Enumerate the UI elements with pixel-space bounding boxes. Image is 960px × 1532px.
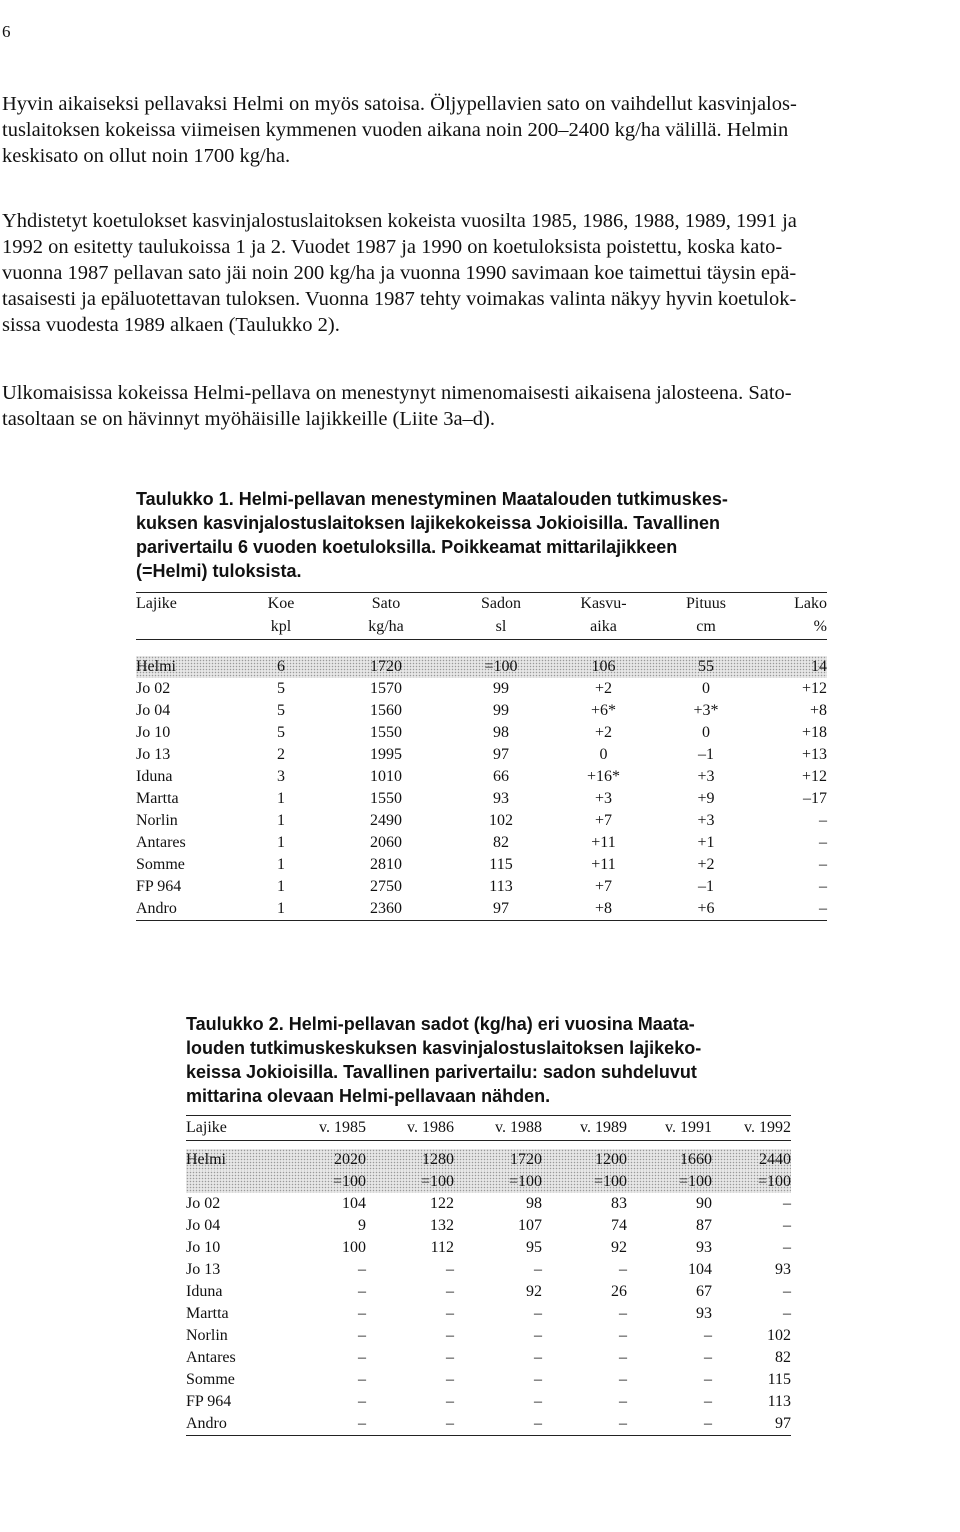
table-row bbox=[186, 1193, 791, 1215]
table-row bbox=[136, 700, 827, 722]
cell: +1 bbox=[697, 834, 715, 851]
cell: 2360 bbox=[326, 898, 446, 921]
table2-caption bbox=[186, 1012, 701, 1108]
cell: 97 bbox=[712, 1413, 791, 1436]
cell: 0 bbox=[702, 680, 710, 697]
cell: – bbox=[619, 1349, 627, 1366]
cell: Jo 10 bbox=[136, 724, 171, 741]
cell: – bbox=[619, 1261, 627, 1278]
text-line: Yhdistetyt koetulokset kasvinjalostuslaitoksen kokeista vuosilta 1985, 1986, 1988, 1989, 1991 ja bbox=[2, 210, 797, 232]
cell: 98 bbox=[526, 1195, 542, 1212]
table-row bbox=[136, 898, 827, 921]
cell: 132 bbox=[430, 1217, 454, 1234]
table-row bbox=[186, 1347, 791, 1369]
cell: 102 bbox=[489, 812, 513, 829]
caption-line: keissa Jokioisilla. Tavallinen parivertailu: sadon suhdeluvut bbox=[186, 1062, 697, 1082]
cell: 1995 bbox=[370, 746, 402, 763]
cell: 115 bbox=[489, 856, 513, 873]
caption-line: mittarina olevaan Helmi-pellavaan nähden. bbox=[186, 1086, 551, 1106]
cell: 93 bbox=[696, 1305, 712, 1322]
cell: Andro bbox=[136, 898, 236, 921]
cell: +2 bbox=[594, 680, 613, 697]
header-cell: Sato bbox=[326, 593, 446, 616]
cell: – bbox=[446, 1305, 454, 1322]
cell: – bbox=[446, 1371, 454, 1388]
text-line: Ulkomaisissa kokeissa Helmi-pellava on menestynyt nimenomaisesti aikaisena jalosteena. Sato- bbox=[2, 382, 792, 404]
cell: =100 bbox=[420, 1173, 454, 1190]
cell: +6 bbox=[651, 898, 761, 921]
cell: +7 bbox=[594, 878, 613, 895]
header-cell: Lajike bbox=[186, 1116, 281, 1141]
table-row bbox=[186, 1369, 791, 1391]
cell: 97 bbox=[446, 898, 556, 921]
table2-header-row bbox=[186, 1116, 791, 1141]
text-line: tuslaitoksen kokeissa viimeisen kymmenen vuoden aikana noin 200–2400 kg/ha välillä. Helmin bbox=[2, 119, 789, 141]
cell: +12 bbox=[801, 680, 827, 697]
table1-header-row bbox=[136, 615, 827, 640]
caption-line: louden tutkimuskeskuksen kasvinjalostuslaitoksen lajikeko- bbox=[186, 1038, 702, 1058]
cell: 92 bbox=[526, 1283, 542, 1300]
table1-caption bbox=[136, 487, 728, 583]
table-row bbox=[136, 744, 827, 766]
header-cell: v. 1992 bbox=[712, 1116, 791, 1141]
cell: FP 964 bbox=[136, 878, 182, 895]
cell: 66 bbox=[493, 768, 509, 785]
cell: Jo 10 bbox=[186, 1239, 221, 1256]
table-row bbox=[186, 1281, 791, 1303]
cell: 5 bbox=[277, 724, 285, 741]
table-row bbox=[186, 1171, 791, 1193]
cell: 2810 bbox=[370, 856, 402, 873]
table-row bbox=[186, 1149, 791, 1171]
cell: Antares bbox=[186, 1349, 236, 1366]
cell: =100 bbox=[508, 1173, 542, 1190]
cell: 82 bbox=[493, 834, 509, 851]
header-cell: cm bbox=[651, 615, 761, 640]
header-cell: kg/ha bbox=[326, 615, 446, 640]
cell: 1550 bbox=[370, 724, 402, 741]
cell: – bbox=[446, 1327, 454, 1344]
table-row bbox=[136, 876, 827, 898]
cell: +18 bbox=[801, 724, 827, 741]
cell: 87 bbox=[696, 1217, 712, 1234]
cell: – bbox=[761, 898, 827, 921]
cell: 100 bbox=[342, 1239, 366, 1256]
cell: Jo 13 bbox=[186, 1261, 221, 1278]
cell: – bbox=[627, 1413, 712, 1436]
cell: – bbox=[534, 1305, 542, 1322]
header-cell: v. 1988 bbox=[454, 1116, 542, 1141]
cell: 92 bbox=[611, 1239, 627, 1256]
cell: 6 bbox=[277, 658, 285, 675]
cell: – bbox=[704, 1327, 712, 1344]
cell: 1 bbox=[236, 898, 326, 921]
cell: – bbox=[783, 1195, 791, 1212]
caption-line: Taulukko 1. Helmi-pellavan menestyminen Maatalouden tutkimuskes- bbox=[136, 489, 728, 509]
cell: Jo 02 bbox=[136, 680, 171, 697]
cell: 2020 bbox=[334, 1151, 366, 1168]
paragraph-yield bbox=[2, 91, 958, 169]
cell: 2490 bbox=[370, 812, 402, 829]
header-cell: v. 1989 bbox=[542, 1116, 627, 1141]
cell: 26 bbox=[611, 1283, 627, 1300]
table-row bbox=[136, 678, 827, 700]
caption-line: parivertailu 6 vuoden koetuloksilla. Poikkeamat mittarilajikkeen bbox=[136, 537, 678, 557]
table1-header-row bbox=[136, 593, 827, 616]
cell: +3 bbox=[697, 768, 715, 785]
header-cell: Koe bbox=[236, 593, 326, 616]
caption-line: (=Helmi) tuloksista. bbox=[136, 561, 302, 581]
cell: – bbox=[619, 1371, 627, 1388]
cell: – bbox=[358, 1371, 366, 1388]
table-row bbox=[136, 832, 827, 854]
cell: +3 bbox=[594, 790, 613, 807]
cell: 93 bbox=[696, 1239, 712, 1256]
header-cell bbox=[136, 615, 236, 640]
cell: 98 bbox=[493, 724, 509, 741]
header-cell: Sadon bbox=[446, 593, 556, 616]
header-cell: % bbox=[761, 615, 827, 640]
cell: Somme bbox=[136, 856, 185, 873]
cell: – bbox=[358, 1327, 366, 1344]
cell: +9 bbox=[697, 790, 715, 807]
cell: 99 bbox=[493, 680, 509, 697]
cell: 104 bbox=[342, 1195, 366, 1212]
table-row bbox=[186, 1391, 791, 1413]
cell: 74 bbox=[611, 1217, 627, 1234]
header-cell: sl bbox=[446, 615, 556, 640]
cell: 2750 bbox=[370, 878, 402, 895]
cell: – bbox=[704, 1371, 712, 1388]
cell: +11 bbox=[591, 834, 616, 851]
cell: Andro bbox=[186, 1413, 281, 1436]
cell: +8 bbox=[556, 898, 651, 921]
cell: – bbox=[783, 1283, 791, 1300]
cell: 1 bbox=[277, 834, 285, 851]
cell: – bbox=[446, 1283, 454, 1300]
text-line: keskisato on ollut noin 1700 kg/ha. bbox=[2, 145, 291, 167]
caption-line: kuksen kasvinjalostuslaitoksen lajikekokeissa Jokioisilla. Tavallinen bbox=[136, 513, 720, 533]
cell: 1570 bbox=[370, 680, 402, 697]
caption-line: Taulukko 2. Helmi-pellavan sadot (kg/ha) eri vuosina Maata- bbox=[186, 1014, 695, 1034]
cell: 113 bbox=[489, 878, 513, 895]
cell: Helmi bbox=[186, 1151, 226, 1168]
cell: 67 bbox=[696, 1283, 712, 1300]
cell: – bbox=[454, 1413, 542, 1436]
cell: 104 bbox=[688, 1261, 712, 1278]
cell: =100 bbox=[484, 658, 518, 675]
cell: 1 bbox=[277, 878, 285, 895]
cell: Jo 02 bbox=[186, 1195, 221, 1212]
cell: +7 bbox=[594, 812, 613, 829]
cell: – bbox=[619, 1393, 627, 1410]
table-row bbox=[136, 766, 827, 788]
cell: –1 bbox=[698, 878, 714, 895]
header-cell: Lako bbox=[761, 593, 827, 616]
cell: 82 bbox=[775, 1349, 791, 1366]
cell: – bbox=[358, 1349, 366, 1366]
header-cell: Kasvu- bbox=[556, 593, 651, 616]
cell: 14 bbox=[811, 658, 827, 675]
cell: – bbox=[534, 1349, 542, 1366]
text-line: sissa vuodesta 1989 alkaen (Taulukko 2). bbox=[2, 314, 340, 336]
cell: – bbox=[446, 1349, 454, 1366]
cell: – bbox=[704, 1393, 712, 1410]
table-row bbox=[186, 1413, 791, 1436]
table-row bbox=[186, 1303, 791, 1325]
cell: =100 bbox=[757, 1173, 791, 1190]
cell: – bbox=[819, 834, 827, 851]
header-cell: kpl bbox=[236, 615, 326, 640]
cell bbox=[186, 1171, 281, 1193]
table-row bbox=[186, 1237, 791, 1259]
cell: Iduna bbox=[136, 768, 173, 785]
cell: +11 bbox=[591, 856, 616, 873]
cell: +2 bbox=[594, 724, 613, 741]
table-row bbox=[136, 656, 827, 678]
cell: +16* bbox=[586, 768, 621, 785]
cell: – bbox=[704, 1349, 712, 1366]
cell: 97 bbox=[493, 746, 509, 763]
page-number: 6 bbox=[2, 22, 11, 41]
cell: 1 bbox=[277, 790, 285, 807]
cell: 0 bbox=[702, 724, 710, 741]
table-row bbox=[136, 810, 827, 832]
cell: 2060 bbox=[370, 834, 402, 851]
cell: Iduna bbox=[186, 1283, 223, 1300]
header-cell: v. 1985 bbox=[281, 1116, 366, 1141]
cell: 83 bbox=[611, 1195, 627, 1212]
header-cell: Lajike bbox=[136, 593, 236, 616]
table-row bbox=[136, 854, 827, 876]
table2 bbox=[186, 1115, 791, 1436]
table-row bbox=[186, 1325, 791, 1347]
cell: – bbox=[358, 1261, 366, 1278]
cell: 5 bbox=[277, 702, 285, 719]
cell: =100 bbox=[593, 1173, 627, 1190]
cell: 99 bbox=[493, 702, 509, 719]
cell: – bbox=[358, 1283, 366, 1300]
cell: 112 bbox=[430, 1239, 454, 1256]
cell: – bbox=[534, 1393, 542, 1410]
cell: Helmi bbox=[136, 658, 176, 675]
cell: 113 bbox=[767, 1393, 791, 1410]
cell: – bbox=[446, 1393, 454, 1410]
cell: – bbox=[542, 1413, 627, 1436]
cell: Jo 04 bbox=[186, 1217, 221, 1234]
cell: 93 bbox=[493, 790, 509, 807]
cell: 1280 bbox=[422, 1151, 454, 1168]
table-row bbox=[136, 788, 827, 810]
cell: – bbox=[446, 1261, 454, 1278]
table-row bbox=[136, 722, 827, 744]
table-row bbox=[186, 1215, 791, 1237]
cell: 106 bbox=[591, 658, 616, 675]
cell: +3* bbox=[693, 702, 719, 719]
cell: 107 bbox=[518, 1217, 542, 1234]
cell: – bbox=[783, 1217, 791, 1234]
cell: =100 bbox=[678, 1173, 712, 1190]
cell: – bbox=[819, 856, 827, 873]
cell: –1 bbox=[698, 746, 714, 763]
cell: – bbox=[366, 1413, 454, 1436]
cell: – bbox=[783, 1239, 791, 1256]
text-line: vuonna 1987 pellavan sato jäi noin 200 kg/ha ja vuonna 1990 savimaan koe taimettui täysin epä- bbox=[2, 262, 797, 284]
cell: – bbox=[819, 812, 827, 829]
cell: 1 bbox=[277, 812, 285, 829]
cell: 93 bbox=[775, 1261, 791, 1278]
cell: Martta bbox=[136, 790, 179, 807]
cell: – bbox=[281, 1413, 366, 1436]
cell: FP 964 bbox=[186, 1393, 232, 1410]
cell: 95 bbox=[526, 1239, 542, 1256]
cell: – bbox=[783, 1305, 791, 1322]
cell: – bbox=[534, 1371, 542, 1388]
paragraph-foreign-trials bbox=[2, 380, 958, 432]
cell: –17 bbox=[803, 790, 827, 807]
cell: 3 bbox=[277, 768, 285, 785]
cell: 1010 bbox=[370, 768, 402, 785]
cell: Jo 13 bbox=[136, 746, 171, 763]
cell: 115 bbox=[767, 1371, 791, 1388]
cell: 1720 bbox=[370, 658, 402, 675]
cell: Jo 04 bbox=[136, 702, 171, 719]
cell: – bbox=[358, 1305, 366, 1322]
table-row bbox=[186, 1259, 791, 1281]
cell: Norlin bbox=[186, 1327, 228, 1344]
paragraph-results bbox=[2, 208, 958, 338]
cell: 0 bbox=[599, 746, 608, 763]
cell: 1200 bbox=[595, 1151, 627, 1168]
cell: 2 bbox=[277, 746, 285, 763]
cell: – bbox=[358, 1393, 366, 1410]
cell: +13 bbox=[801, 746, 827, 763]
cell: Norlin bbox=[136, 812, 178, 829]
cell: 102 bbox=[767, 1327, 791, 1344]
cell: – bbox=[619, 1305, 627, 1322]
text-line: Hyvin aikaiseksi pellavaksi Helmi on myös satoisa. Öljypellavien sato on vaihdellut kasvinjalos- bbox=[2, 93, 797, 115]
table1 bbox=[136, 592, 827, 921]
cell: 9 bbox=[358, 1217, 366, 1234]
cell: 1 bbox=[277, 856, 285, 873]
cell: +8 bbox=[809, 702, 827, 719]
cell: 55 bbox=[698, 658, 714, 675]
cell: 90 bbox=[696, 1195, 712, 1212]
cell: – bbox=[534, 1327, 542, 1344]
cell: 1660 bbox=[680, 1151, 712, 1168]
cell: Martta bbox=[186, 1305, 229, 1322]
text-line: tasaisesti ja epäluotettavan tuloksen. Vuonna 1987 tehty voimakas valinta näkyy hyvin koetulok- bbox=[2, 288, 797, 310]
cell: =100 bbox=[332, 1173, 366, 1190]
cell: 1560 bbox=[370, 702, 402, 719]
header-cell: Pituus bbox=[651, 593, 761, 616]
text-line: tasoltaan se on hävinnyt myöhäisille lajikkeille (Liite 3a–d). bbox=[2, 408, 496, 430]
cell: +3 bbox=[697, 812, 715, 829]
header-cell: v. 1991 bbox=[627, 1116, 712, 1141]
cell: – bbox=[619, 1327, 627, 1344]
text-line: 1992 on esitetty taulukoissa 1 ja 2. Vuodet 1987 ja 1990 on koetuloksista poistettu, koska kato- bbox=[2, 236, 783, 258]
cell: +12 bbox=[801, 768, 827, 785]
cell: 5 bbox=[277, 680, 285, 697]
cell: +2 bbox=[697, 856, 715, 873]
cell: +6* bbox=[590, 702, 617, 719]
cell: 122 bbox=[430, 1195, 454, 1212]
cell: 1550 bbox=[370, 790, 402, 807]
cell: – bbox=[534, 1261, 542, 1278]
header-cell: v. 1986 bbox=[366, 1116, 454, 1141]
cell: 2440 bbox=[759, 1151, 791, 1168]
cell: Somme bbox=[186, 1371, 235, 1388]
cell: 1720 bbox=[510, 1151, 542, 1168]
header-cell: aika bbox=[556, 615, 651, 640]
cell: Antares bbox=[136, 834, 186, 851]
cell: – bbox=[819, 878, 827, 895]
